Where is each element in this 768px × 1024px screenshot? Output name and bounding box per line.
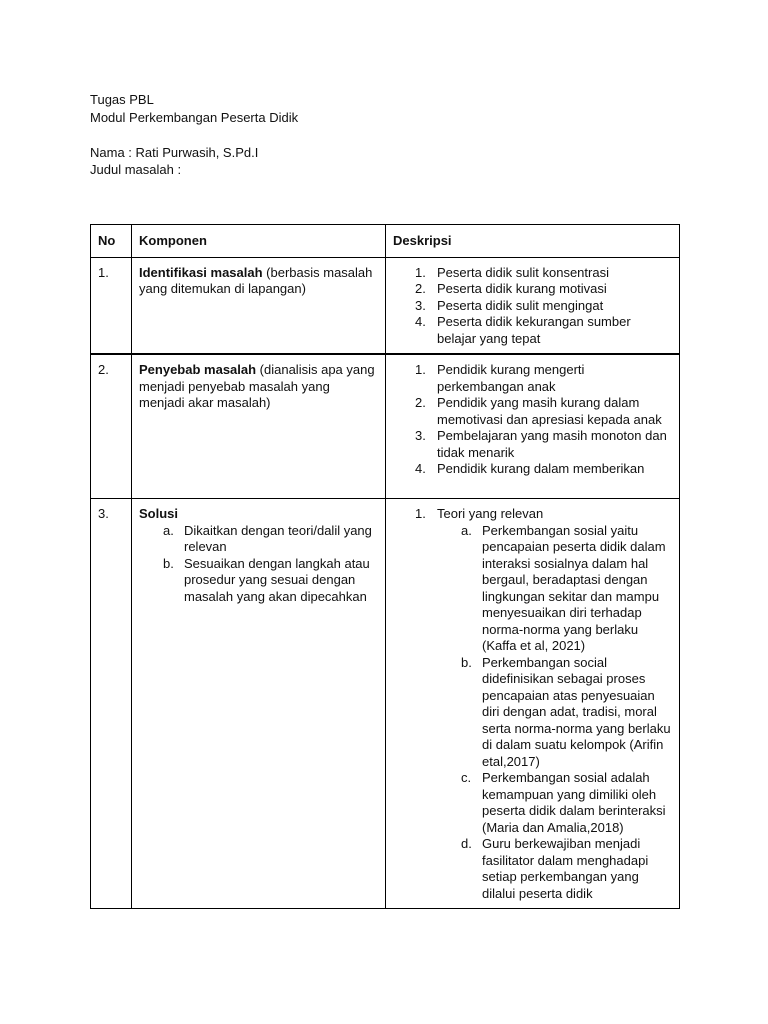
list-marker: 4. (415, 461, 426, 476)
komponen-title: Solusi (139, 506, 179, 521)
list-item (393, 395, 672, 428)
list-item (393, 362, 672, 395)
list-item-text: Pendidik kurang dalam memberikan (437, 461, 645, 476)
deskripsi-cell (386, 257, 680, 354)
author-name: Nama : Rati Purwasih, S.Pd.I (90, 144, 259, 160)
table-header-row (91, 225, 680, 258)
list-item (393, 428, 672, 461)
header-komponen: Komponen (132, 225, 386, 258)
list-marker: 3. (415, 428, 426, 443)
list-item-text: Perkembangan sosial yaitu pencapaian peserta didik dalam interaksi sosialnya dalam hal bergaul, beradaptasi dengan lingkungan sekitar dan mampu menyesuaikan diri terhadap norma-norma yang berlaku (Kaffa et al, 2021) (482, 522, 666, 653)
list-item-text: Sesuaikan dengan langkah atau prosedur yang sesuai dengan masalah yang akan dipecahkan (184, 555, 370, 604)
list-item (393, 265, 672, 282)
list-item-text: Guru berkewajiban menjadi fasilitator dalam menghadapi setiap perkembangan yang dilalui peserta didik (482, 836, 649, 901)
list-marker: 4. (415, 314, 426, 329)
list-item (393, 461, 672, 478)
list-item-text: Pendidik yang masih kurang dalam memotivasi dan apresiasi kepada anak (437, 395, 662, 427)
list-item-text: Peserta didik kekurangan sumber belajar yang tepat (437, 314, 631, 346)
list-item (437, 770, 672, 836)
list-marker: 1. (415, 362, 426, 377)
table-row (91, 257, 680, 354)
deskripsi-list (393, 362, 672, 478)
problem-title: Judul masalah : (90, 162, 182, 177)
komponen-list (139, 523, 378, 606)
komponen-note: (berbasis masalah yang ditemukan di lapangan) (139, 264, 373, 296)
list-marker: a. (163, 522, 174, 538)
list-marker: 2. (415, 395, 426, 410)
komponen-cell (132, 354, 386, 499)
list-item (437, 655, 672, 771)
komponen-title: Identifikasi masalah (139, 264, 263, 280)
list-marker: c. (461, 770, 472, 785)
list-marker: b. (461, 654, 472, 670)
list-marker: d. (461, 836, 472, 851)
list-item (437, 836, 672, 902)
list-item (437, 523, 672, 655)
deskripsi-list (393, 265, 672, 348)
table-row (91, 499, 680, 909)
list-item (139, 556, 378, 606)
komponen-note: (dianalisis apa yang menjadi penyebab masalah yang menjadi akar masalah) (139, 362, 375, 410)
list-item-text: Peserta didik sulit mengingat (437, 297, 604, 313)
list-marker: 2. (415, 281, 426, 296)
list-item (393, 281, 672, 298)
list-item-text: Dikaitkan dengan teori/dalil yang relevan (184, 522, 372, 554)
deskripsi-list (393, 506, 672, 902)
list-item (393, 506, 672, 902)
list-marker: 3. (415, 297, 426, 313)
list-item-text: Pendidik kurang mengerti perkembangan anak (437, 362, 585, 394)
komponen-title: Penyebab masalah (139, 362, 257, 377)
module-title: Modul Perkembangan Peserta Didik (90, 109, 299, 125)
list-item (393, 298, 672, 315)
list-item-text: Peserta didik kurang motivasi (437, 281, 607, 296)
row-number: 1. (91, 257, 132, 354)
list-item (393, 314, 672, 347)
deskripsi-cell (386, 354, 680, 499)
document-header (90, 92, 690, 180)
assignment-title: Tugas PBL (90, 92, 154, 107)
list-marker: 1. (415, 506, 426, 521)
komponen-cell (132, 257, 386, 354)
list-item-text: Pembelajaran yang masih monoton dan tidak menarik (437, 428, 667, 460)
list-marker: a. (461, 522, 472, 538)
theory-sublist (437, 523, 672, 903)
list-marker: 1. (415, 264, 426, 280)
deskripsi-cell (386, 499, 680, 909)
table-row (91, 354, 680, 499)
list-item-text: Perkembangan sosial adalah kemampuan yang dimiliki oleh peserta didik dalam berinteraksi (Maria dan Amalia,2018) (482, 770, 666, 835)
pbl-table (90, 224, 680, 909)
row-number: 3. (91, 499, 132, 909)
header-spacer (90, 127, 690, 145)
komponen-cell (132, 499, 386, 909)
list-item (139, 523, 378, 556)
header-deskripsi: Deskripsi (386, 225, 680, 258)
header-no: No (91, 225, 132, 258)
list-item-text: Perkembangan social didefinisikan sebagai proses pencapaian atas penyesuaian diri dengan adat, tradisi, moral serta norma-norma yang berlaku di dalam suatu kelompok (Arifin etal,2017) (482, 654, 671, 769)
list-marker: b. (163, 555, 174, 571)
list-item-text: Teori yang relevan (437, 506, 544, 521)
row-number: 2. (91, 354, 132, 499)
list-item-text: Peserta didik sulit konsentrasi (437, 264, 609, 280)
